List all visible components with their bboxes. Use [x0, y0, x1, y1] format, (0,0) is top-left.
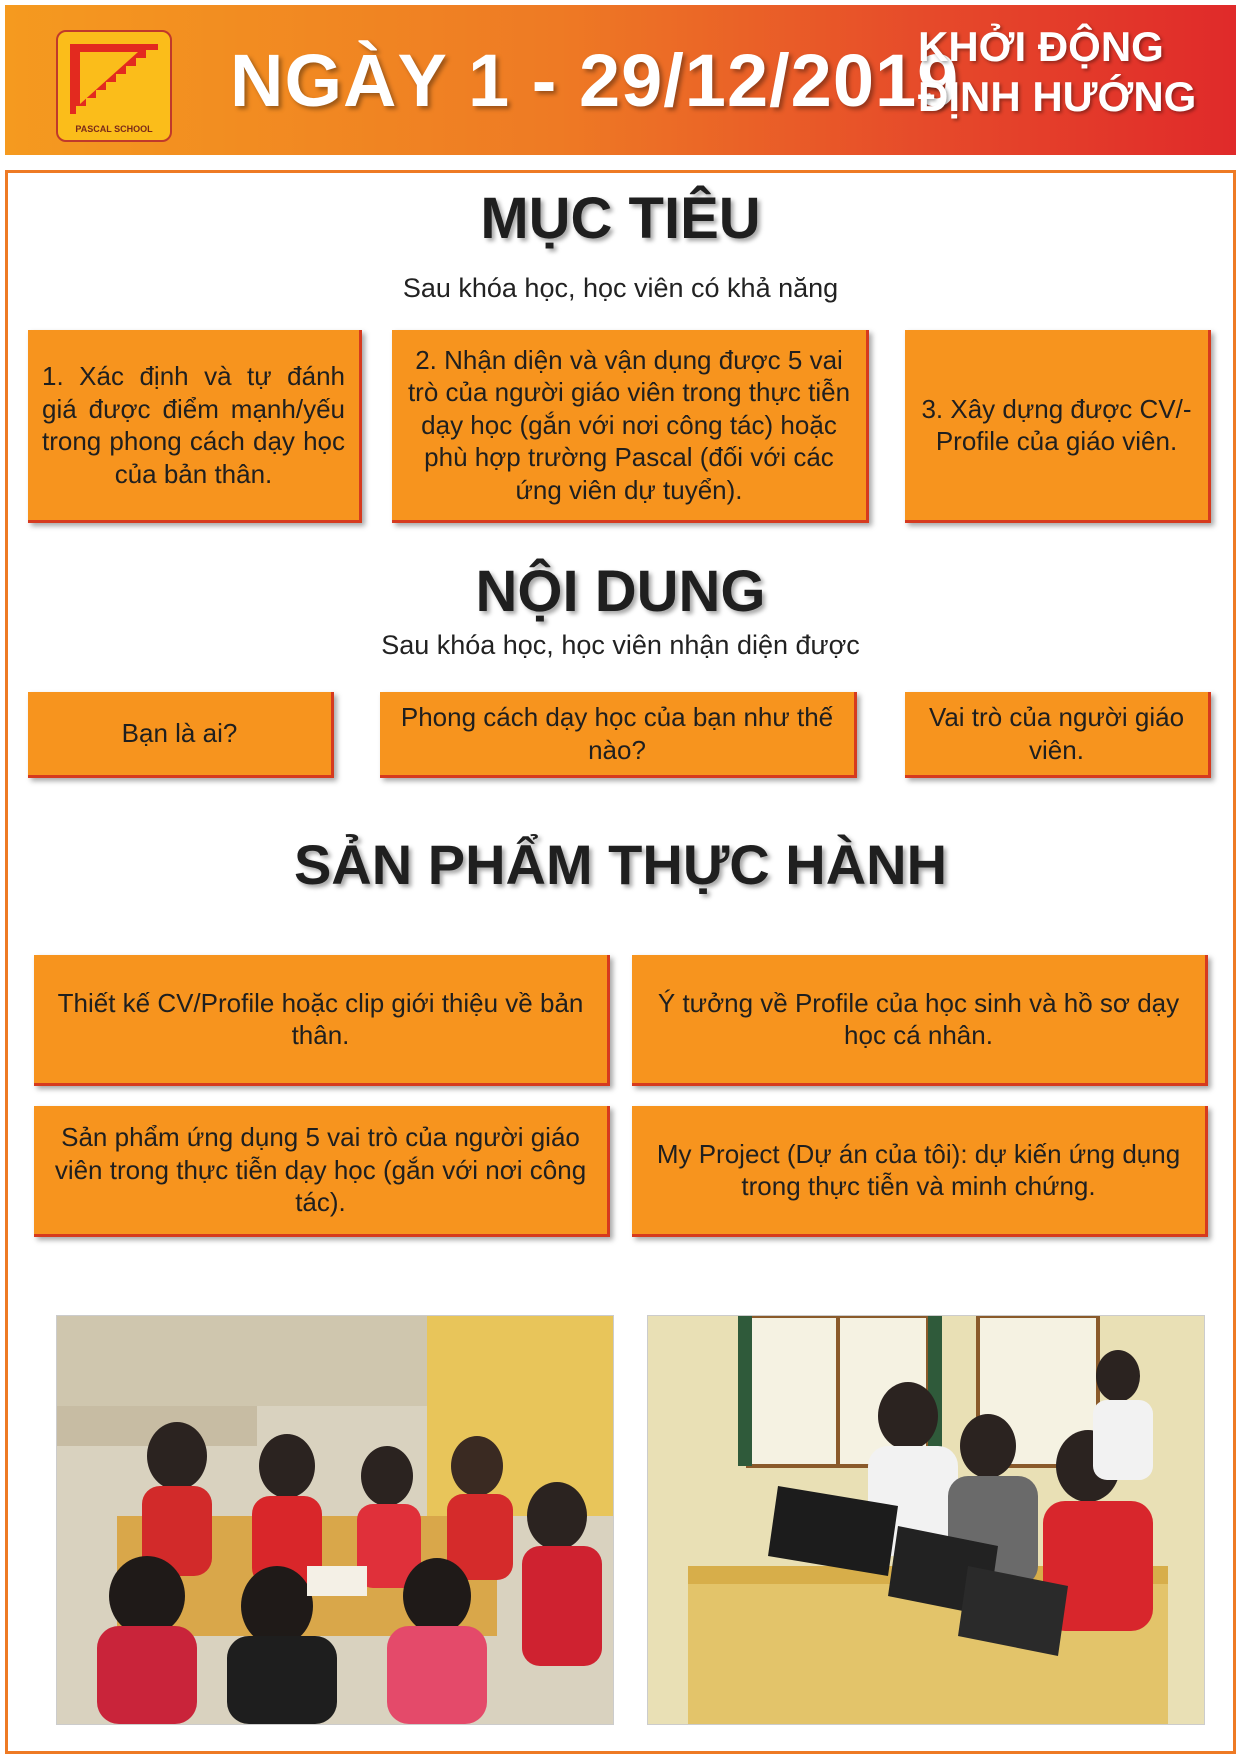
content-box: Bạn là ai?	[28, 692, 334, 778]
section-title-noi-dung: NỘI DUNG	[475, 559, 766, 624]
objective-box: 3. Xây dựng được CV/-Profile của giáo viên.	[905, 330, 1211, 523]
product-box: Sản phẩm ứng dụng 5 vai trò của người giáo viên trong thực tiễn dạy học (gắn với nơi công tác).	[34, 1106, 610, 1237]
section-title-muc-tieu: MỤC TIÊU	[480, 186, 761, 251]
objective-box: 1. Xác định và tự đánh giá được điểm mạnh/yếu trong phong cách dạy học của bản thân.	[28, 330, 362, 523]
section-title-san-pham: SẢN PHẨM THỰC HÀNH	[293, 833, 948, 896]
objective-box: 2. Nhận diện và vận dụng được 5 vai trò của người giáo viên trong thực tiễn dạy học (gắn với nơi công tác) hoặc phù hợp trường Pascal (đối với các ứng viên dự tuyển).	[392, 330, 869, 523]
content-box: Vai trò của người giáo viên.	[905, 692, 1211, 778]
product-box: Thiết kế CV/Profile hoặc clip giới thiệu về bản thân.	[34, 955, 610, 1086]
laptop-workshop-photo-icon	[648, 1316, 1204, 1724]
product-box: My Project (Dự án của tôi): dự kiến ứng dụng trong thực tiễn và minh chứng.	[632, 1106, 1208, 1237]
header-subtitle-line2: ĐỊNH HƯỚNG	[918, 72, 1197, 120]
header-subtitle-line1: KHỞI ĐỘNG	[918, 23, 1164, 70]
classroom-photo-left	[56, 1315, 614, 1725]
page-title: NGÀY 1 - 29/12/2019	[230, 39, 960, 122]
section-subtitle-noi-dung: Sau khóa học, học viên nhận diện được	[381, 630, 860, 660]
logo-text: PASCAL SCHOOL	[75, 124, 153, 134]
product-box: Ý tưởng về Profile của học sinh và hồ sơ dạy học cá nhân.	[632, 955, 1208, 1086]
section-subtitle-muc-tieu: Sau khóa học, học viên có khả năng	[402, 273, 839, 303]
group-discussion-photo-icon	[57, 1316, 613, 1724]
header-subtitle	[918, 22, 1218, 121]
pascal-logo	[56, 30, 172, 142]
classroom-photo-right	[647, 1315, 1205, 1725]
content-box: Phong cách dạy học của bạn như thế nào?	[380, 692, 857, 778]
logo-mark-icon	[66, 40, 162, 120]
